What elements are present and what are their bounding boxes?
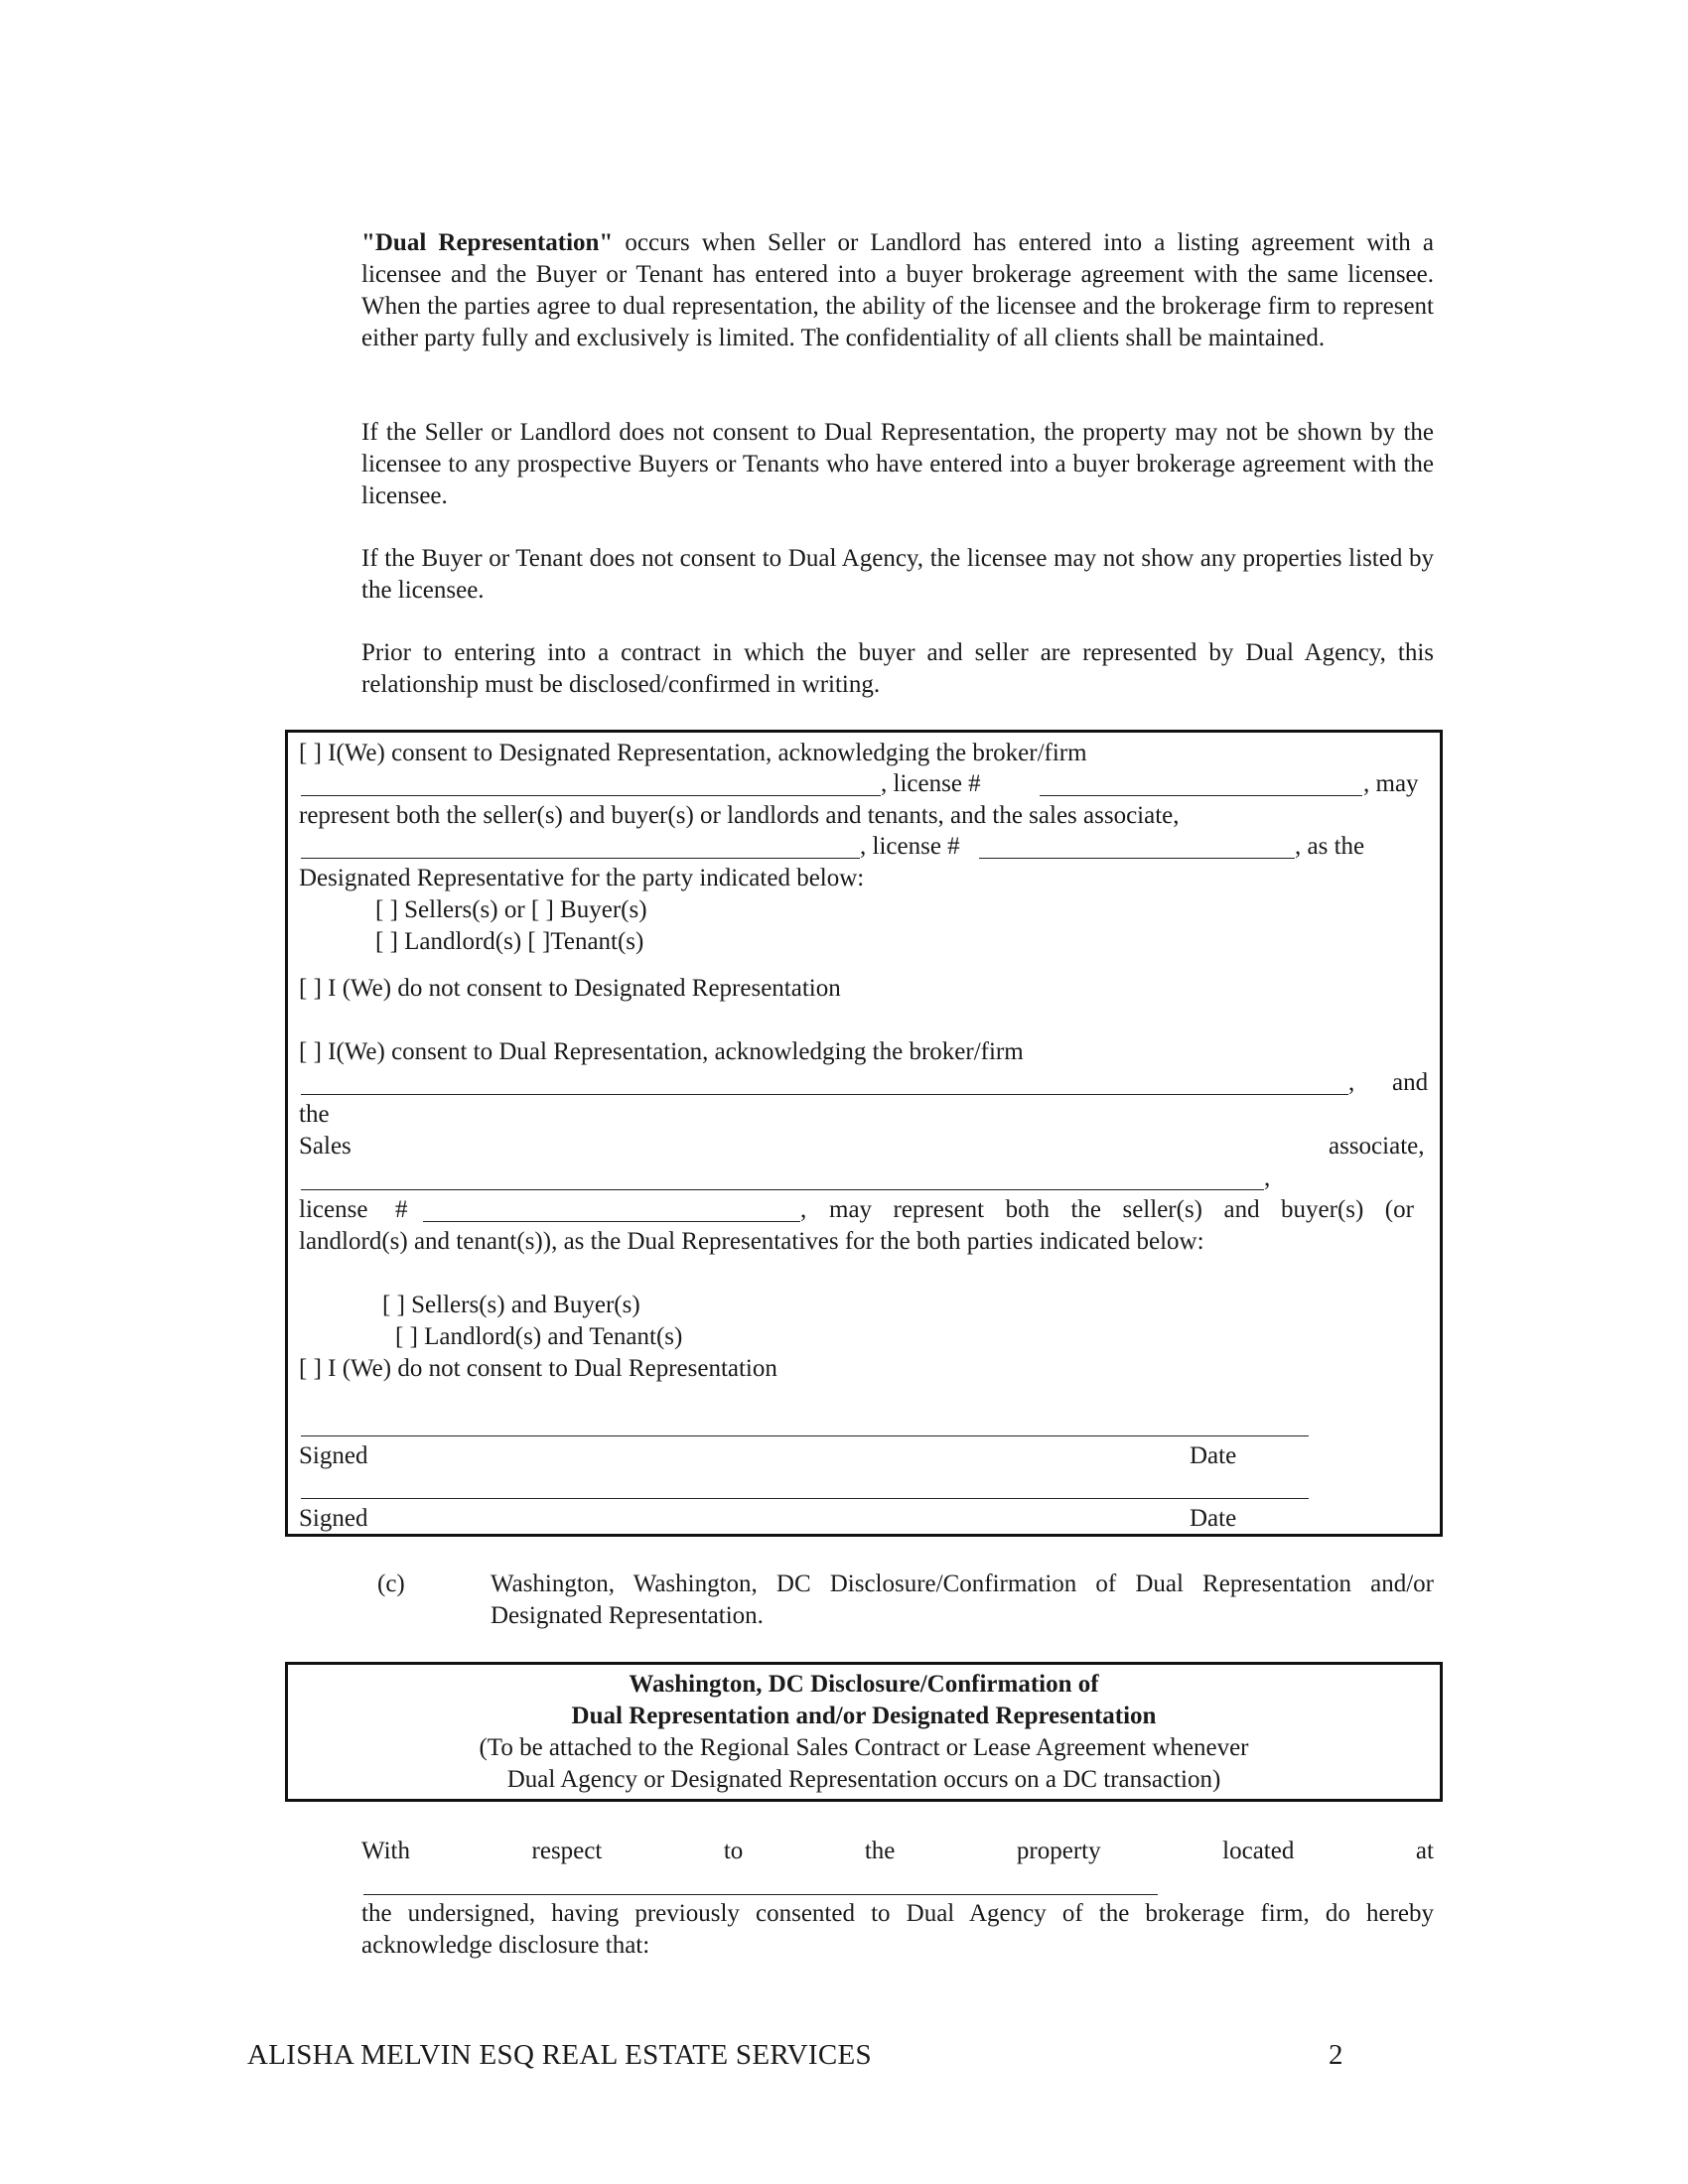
license-rest-line xyxy=(829,1194,1414,1226)
designated-consent-option[interactable]: [ ] I(We) consent to Designated Representation, acknowledging the broker/firm xyxy=(299,740,1087,766)
word: seller(s) xyxy=(1122,1196,1203,1223)
dc-box-title-2: Dual Representation and/or Designated Representation xyxy=(571,1703,1157,1729)
footer-company: ALISHA MELVIN ESQ REAL ESTATE SERVICES xyxy=(247,2039,872,2071)
dc-box-note-1: (To be attached to the Regional Sales Contract or Lease Agreement whenever xyxy=(479,1734,1249,1761)
sellers-or-buyers-option[interactable]: [ ] Sellers(s) or [ ] Buyer(s) xyxy=(375,896,647,923)
with-respect-line xyxy=(361,1836,1434,1867)
word: the xyxy=(1070,1196,1102,1223)
license-comma: , xyxy=(800,1196,807,1223)
and-text: and xyxy=(1392,1069,1429,1096)
word: both xyxy=(1005,1196,1051,1223)
designated-for-text: Designated Representative for the party indicated below: xyxy=(299,865,865,891)
signature-line-2[interactable] xyxy=(301,1498,1309,1499)
associate-comma: , xyxy=(1264,1164,1271,1191)
dc-box-title-1: Washington, DC Disclosure/Confirmation of xyxy=(629,1671,1099,1698)
represent-both-text: represent both the seller(s) and buyer(s) or landlords and tenants, and the sales associate, xyxy=(299,802,1180,829)
broker-firm-blank[interactable] xyxy=(301,795,881,796)
the-text: the xyxy=(299,1101,330,1128)
dual-broker-firm-blank[interactable] xyxy=(301,1094,1348,1095)
section-c-text: Washington, Washington, DC Disclosure/Confirmation of Dual Representation and/or Designated Representation. xyxy=(491,1570,1434,1629)
comma-text: , xyxy=(1348,1069,1355,1096)
sellers-and-buyers-option[interactable]: [ ] Sellers(s) and Buyer(s) xyxy=(382,1292,640,1318)
buyer-no-consent-paragraph: If the Buyer or Tenant does not consent to Dual Agency, the licensee may not show any properties listed by the licensee. xyxy=(361,545,1434,604)
license-label-2: , license # xyxy=(860,833,960,860)
hash-word: # xyxy=(395,1196,408,1223)
word: and xyxy=(1223,1196,1260,1223)
date-label-1: Date xyxy=(1190,1442,1237,1469)
as-the-text: , as the xyxy=(1295,833,1365,860)
dc-box-note-2: Dual Agency or Designated Representation occurs on a DC transaction) xyxy=(506,1766,1221,1793)
broker-license-blank[interactable] xyxy=(1040,795,1362,796)
no-dual-consent-option[interactable]: [ ] I (We) do not consent to Dual Representation xyxy=(299,1355,777,1382)
associate-license-blank[interactable] xyxy=(979,858,1295,859)
license-word: license xyxy=(299,1196,368,1223)
property-address-blank[interactable] xyxy=(363,1894,1158,1895)
no-designated-consent-option[interactable]: [ ] I (We) do not consent to Designated Representation xyxy=(299,975,841,1002)
signed-label-1: Signed xyxy=(299,1442,368,1469)
word: at xyxy=(1415,1838,1434,1864)
section-c-label: (c) xyxy=(377,1570,405,1597)
seller-no-consent-paragraph: If the Seller or Landlord does not consent to Dual Representation, the property may not be shown by the licensee to any prospective Buyers or Tenants who have entered into a buyer brokerage agreement with the licensee. xyxy=(361,419,1434,509)
dual-representation-paragraph xyxy=(361,227,1434,354)
dual-associate-blank[interactable] xyxy=(301,1189,1264,1190)
may-text: , may xyxy=(1363,770,1419,797)
dc-disclosure-box xyxy=(285,1662,1443,1802)
prior-contract-paragraph: Prior to entering into a contract in which the buyer and seller are represented by Dual Agency, this relationship must be disclosed/confirmed in writing. xyxy=(361,639,1434,698)
sales-associate-blank[interactable] xyxy=(301,858,860,859)
word: the xyxy=(864,1838,896,1864)
word: property xyxy=(1016,1838,1101,1864)
word: represent xyxy=(893,1196,985,1223)
landlords-tenants-option[interactable]: [ ] Landlord(s) [ ]Tenant(s) xyxy=(375,928,644,955)
landlords-and-tenants-option[interactable]: [ ] Landlord(s) and Tenant(s) xyxy=(395,1323,683,1350)
sales-text: Sales xyxy=(299,1133,352,1160)
word: respect xyxy=(531,1838,603,1864)
word: (or xyxy=(1384,1196,1414,1223)
signature-line-1[interactable] xyxy=(301,1435,1309,1436)
word: buyer(s) xyxy=(1281,1196,1364,1223)
word: located xyxy=(1222,1838,1295,1864)
dual-consent-option[interactable]: [ ] I(We) consent to Dual Representation, acknowledging the broker/firm xyxy=(299,1038,1024,1065)
associate-text: associate, xyxy=(1329,1133,1425,1160)
dual-for-text: landlord(s) and tenant(s)), as the Dual Representatives for the both parties indicated below: xyxy=(299,1228,1204,1255)
page-number: 2 xyxy=(1329,2039,1343,2071)
undersigned-paragraph: the undersigned, having previously consented to Dual Agency of the brokerage firm, do hereby acknowledge disclosure that: xyxy=(361,1900,1434,1959)
signed-label-2: Signed xyxy=(299,1505,368,1532)
dual-associate-license-blank[interactable] xyxy=(423,1221,800,1222)
word: to xyxy=(723,1838,744,1864)
dual-representation-term: "Dual Representation" xyxy=(361,229,614,256)
dual-representation-text: occurs when Seller or Landlord has entered into a listing agreement with a licensee and the Buyer or Tenant has entered into a buyer brokerage agreement with the same licensee. When the parties agree to dual representation, the ability of the licensee and the brokerage firm to represent either party fully and exclusively is limited. The confidentiality of all clients shall be maintained. xyxy=(361,229,1435,351)
word: may xyxy=(829,1196,873,1223)
consent-box xyxy=(285,730,1443,1537)
date-label-2: Date xyxy=(1190,1505,1237,1532)
license-label: , license # xyxy=(881,770,981,797)
word: With xyxy=(361,1838,410,1864)
